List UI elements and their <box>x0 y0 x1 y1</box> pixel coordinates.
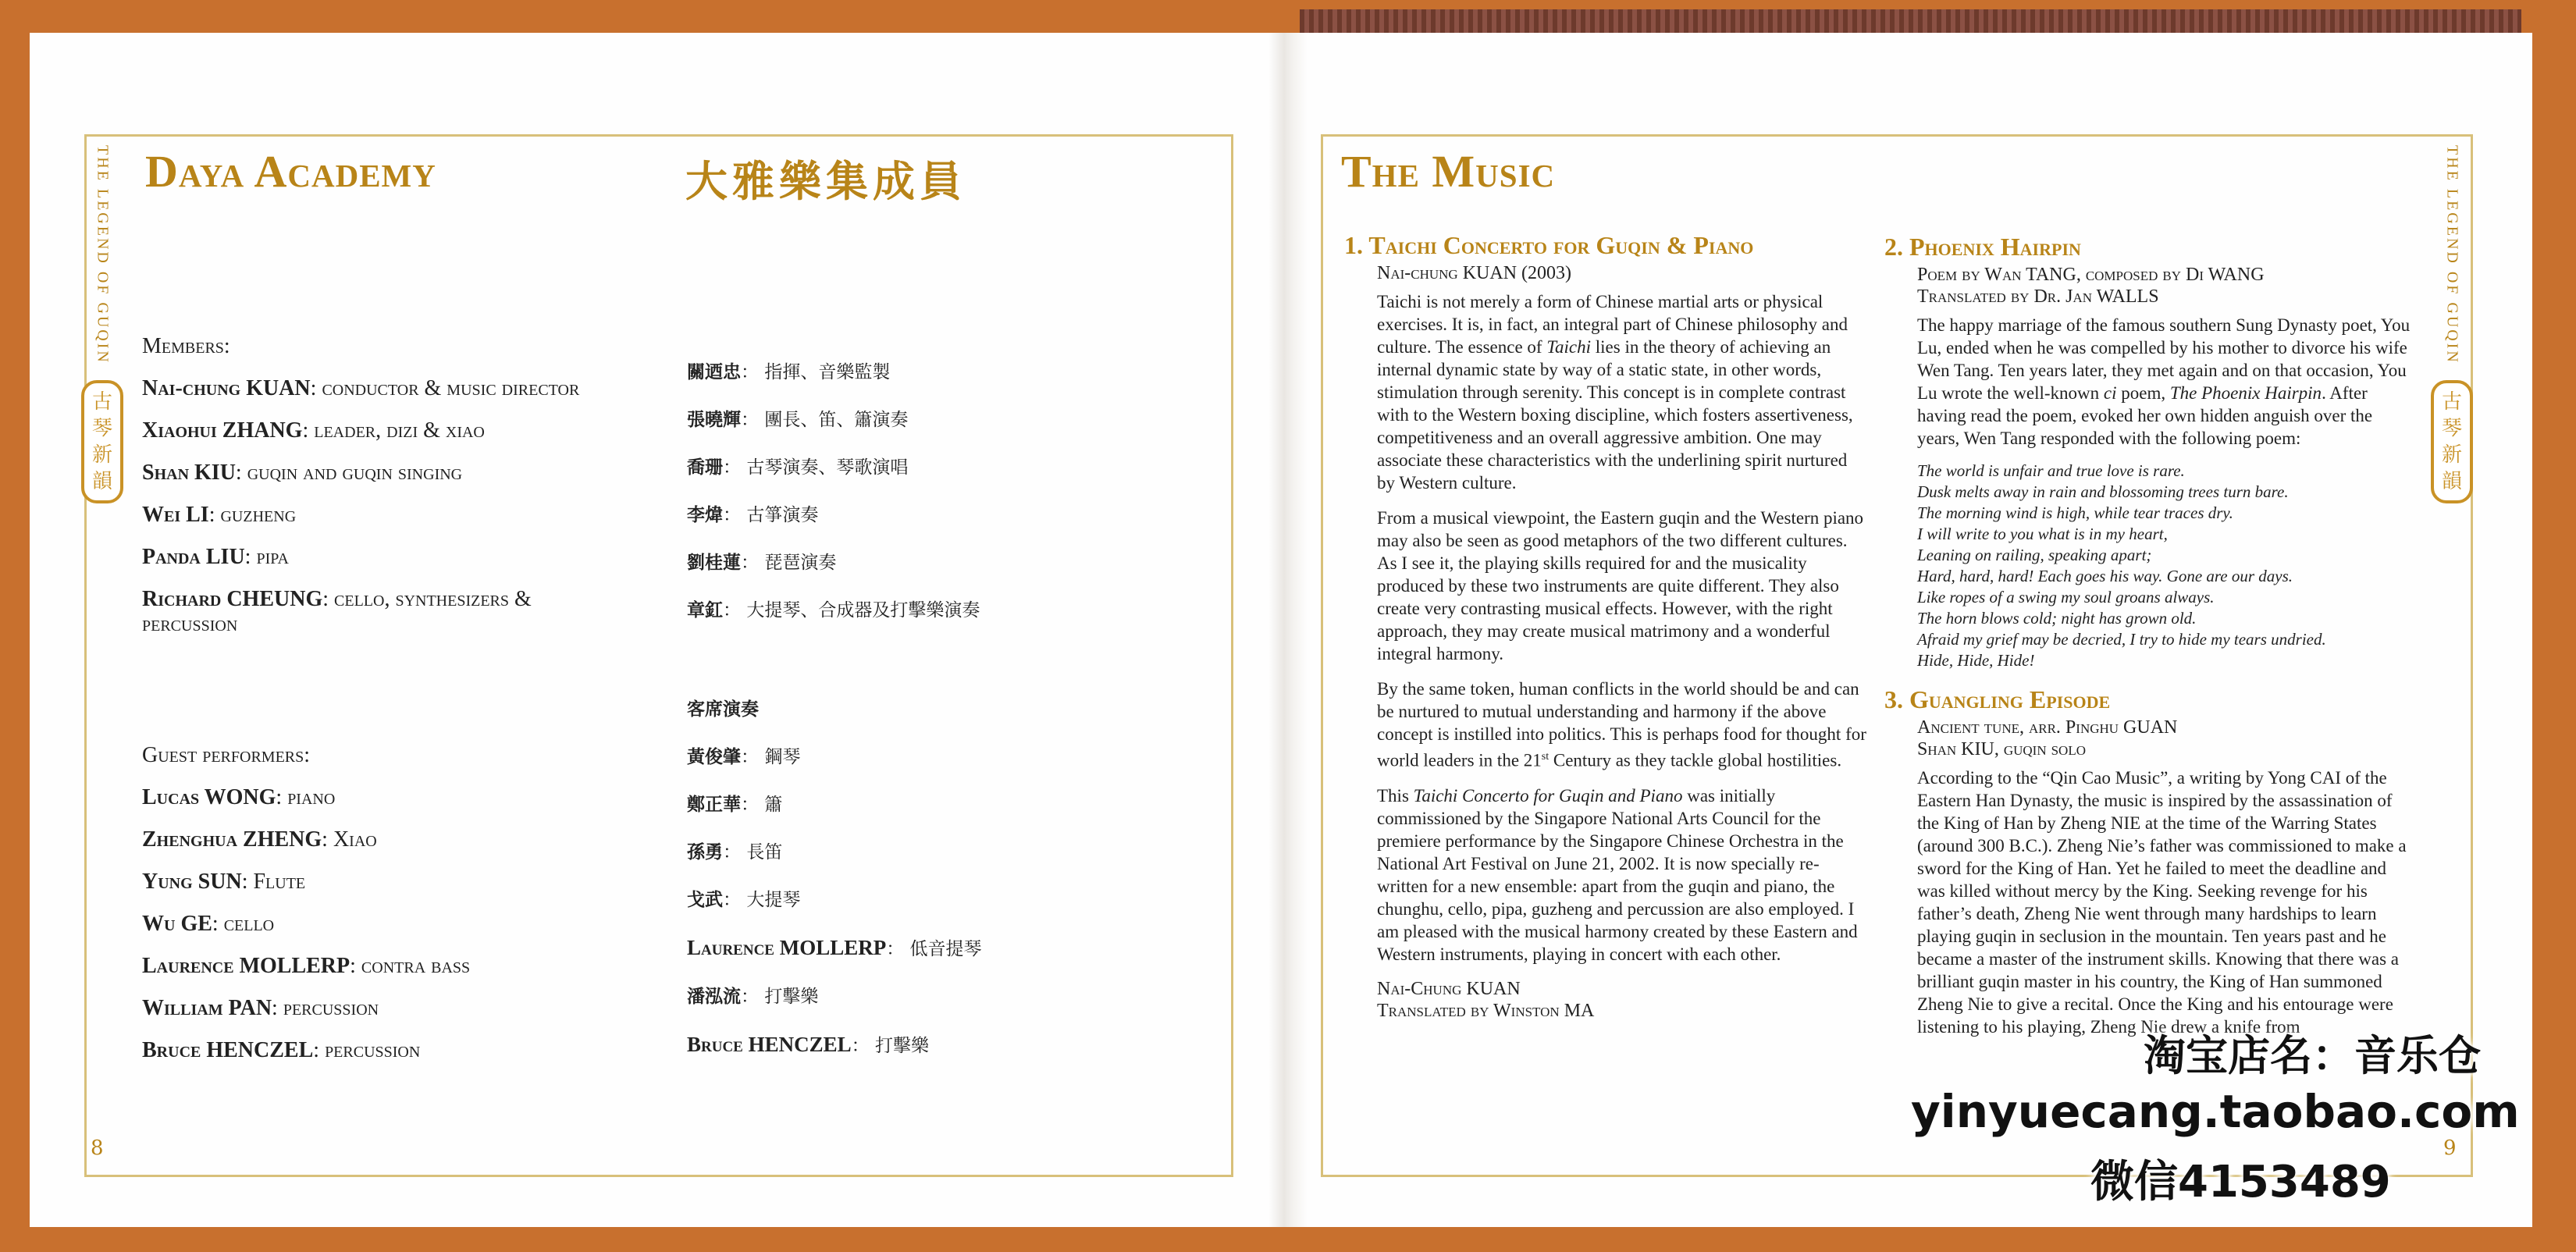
guest-entry-cn: Laurence MOLLERP： 低音提琴 <box>687 936 982 959</box>
member-name: Shan KIU <box>142 461 236 485</box>
member-role: guqin and guqin singing <box>247 461 463 485</box>
watermark-wechat: 微信4153489 <box>2090 1157 2391 1208</box>
guests-heading: Guest performers: <box>142 743 311 767</box>
seal-char: 新 <box>2441 443 2462 467</box>
section-1-paragraph: From a musical viewpoint, the Eastern guqin and the Western piano may also be seen as good metaphors of the two different cultures. As I see it, the playing skills required for and the musicality produced by these two instruments are quite different. They also create very contrasting musical effects. However, with the right approach, they may create musical matrimony and a wonderful integral harmony. <box>1377 508 1864 663</box>
guests-heading-cn: 客席演奏 <box>687 699 759 720</box>
guest-role-cn: 低音提琴 <box>909 939 982 959</box>
watermark-url: yinyuecang.taobao.com <box>1911 1085 2520 1138</box>
section-1-paragraph: Taichi is not merely a form of Chinese martial arts or physical exercises. It is, in fact, an integral part of Chinese philosophy and culture. The essence of Taichi lies in the theory of achieving an internal dynamic state by way of a static state, in other words, stimulation through serenity. This concept is in complete contrast with to the Western boxing discipline, which fosters assertiveness, competitiveness and an overall aggressive ambition. One may associate these characteristics with the underlining spirit nurtured by Western culture. <box>1377 292 1853 493</box>
member-role: guzheng <box>220 503 297 527</box>
guest-entry: Lucas WONG: piano <box>142 785 336 809</box>
seal-emblem <box>81 380 123 503</box>
guest-role: percussion <box>325 1038 421 1062</box>
seal-char: 古 <box>91 389 112 414</box>
book-gutter <box>1268 33 1308 1227</box>
section-2-poem <box>1917 461 2415 671</box>
member-entry-cn: 張曉輝： 團長、笛、簫演奏 <box>687 409 909 430</box>
guest-entry-cn: 鄭正華： 簫 <box>687 794 783 815</box>
member-entry: Shan KIU: guqin and guqin singing <box>142 461 463 485</box>
section-1-heading <box>1344 231 1869 259</box>
poem-line: The world is unfair and true love is rare. <box>1917 461 2185 480</box>
seal-char: 韻 <box>2441 469 2462 493</box>
section-3-credit: Ancient tune, arr. Pinghu GUAN <box>1917 717 2178 738</box>
music-column-2 <box>1884 233 2415 1155</box>
guest-name-cn: Bruce HENCZEL <box>687 1033 852 1056</box>
member-entry-cn: 喬珊： 古琴演奏、琴歌演唱 <box>687 457 909 478</box>
guest-entry-cn: Bruce HENCZEL： 打擊樂 <box>687 1033 929 1056</box>
member-name-cn: 劉桂蓮 <box>687 552 741 573</box>
section-3-paragraph: According to the “Qin Cao Music”, a writing by Yong CAI of the Eastern Han Dynasty, the music is inspired by the assassination of the King of Han by Zheng NIE at the time of the Warring States (around 300 B.C.). Zheng Nie’s father was commissioned to make a sword for the King of Han. Yet he failed to meet the deadline and was killed without mercy by the King. Seeking revenge for his father’s death, Zheng Nie went through many hardships to learn playing guqin in seclusion in the mountain. Ten years past and he became a master of the instrument skills. Knowing that there was a brilliant guqin master in his country, the King of Han summoned Zheng Nie to give a recital. Once the King and his entourage were listening to his playing, Zheng Nie drew a knife from <box>1917 768 2407 1037</box>
section-1-credit: Nai-chung KUAN (2003) <box>1377 263 1572 283</box>
guest-name-cn: 黃俊肇 <box>687 746 741 767</box>
guest-entry: Wu GE: cello <box>142 912 275 936</box>
guest-role-cn: 打擊樂 <box>764 987 819 1007</box>
section-1-paragraph: By the same token, human conflicts in the world should be and can be nurtured to mutual understanding and harmony if the above concept is instilled into politics. This is perhaps food for thought for world leaders in the 21st Century as they tackle global hostilities. <box>1377 679 1866 770</box>
section-1-title: Taichi Concerto for Guqin & Piano <box>1368 231 1754 259</box>
section-2-credit: Poem by Wan TANG, composed by Di WANG <box>1917 265 2265 285</box>
left-page-number: 8 <box>91 1136 104 1160</box>
guest-name: Wu GE <box>142 912 212 936</box>
guests-list-cn <box>687 698 1124 1082</box>
members-heading: Members: <box>142 334 230 358</box>
guest-entry-cn: 黃俊肇： 鋼琴 <box>687 746 801 767</box>
guest-entry: Laurence MOLLERP: contra bass <box>142 954 471 978</box>
guest-name: Bruce HENCZEL <box>142 1038 314 1062</box>
guest-entry-cn: 戈武： 大提琴 <box>687 889 801 910</box>
member-entry: Wei LI: guzheng <box>142 503 297 527</box>
guest-role: Xiao <box>333 827 377 852</box>
section-3-number: 3. <box>1884 685 1903 713</box>
member-entry-cn: 李煒： 古箏演奏 <box>687 504 819 525</box>
poem-line: Afraid my grief may be decried, I try to hide my tears undried. <box>1917 630 2326 649</box>
seal-emblem <box>2431 380 2473 503</box>
member-role-cn: 琵琶演奏 <box>764 553 837 573</box>
left-page-title-cn: 大雅樂集成員 <box>685 156 966 206</box>
member-role-cn: 古箏演奏 <box>746 505 819 525</box>
member-name: Wei LI <box>142 503 209 527</box>
member-role-cn: 古琴演奏、琴歌演唱 <box>746 457 909 478</box>
section-2-heading <box>1884 233 2415 261</box>
guest-entry: Bruce HENCZEL: percussion <box>142 1038 421 1062</box>
member-role-cn: 團長、笛、簫演奏 <box>764 410 909 430</box>
section-3-heading <box>1884 685 2415 713</box>
guest-role-cn: 打擊樂 <box>874 1036 929 1056</box>
guest-name-cn: 鄭正華 <box>687 794 741 815</box>
member-entry-cn: 章釭： 大提琴、合成器及打擊樂演奏 <box>687 599 980 621</box>
member-entry: Panda LIU: pipa <box>142 545 289 569</box>
member-name-cn: 喬珊 <box>687 457 723 478</box>
section-1-translator: Translated by Winston MA <box>1377 1000 1595 1021</box>
side-title-text: THE LEGEND OF GUQIN <box>2443 145 2461 365</box>
guest-role: cello <box>223 912 275 936</box>
poem-line: Leaning on railing, speaking apart; <box>1917 546 2152 564</box>
member-name-cn: 章釭 <box>687 599 723 621</box>
right-page-title: The Music <box>1341 146 1556 197</box>
member-name: Nai-chung KUAN <box>142 376 311 400</box>
guest-entry-cn: 孫勇： 長笛 <box>687 841 783 863</box>
guest-role: Flute <box>253 870 306 894</box>
members-list <box>142 334 626 654</box>
seal-char: 古 <box>2441 389 2462 414</box>
section-3-performer: Shan KIU, guqin solo <box>1917 739 2086 759</box>
left-side-label <box>89 145 116 503</box>
guests-list <box>142 743 626 1080</box>
guest-entry: Zhenghua ZHENG: Xiao <box>142 827 377 852</box>
poem-line: I will write to you what is in my heart, <box>1917 525 2168 543</box>
member-role: leader, dizi & xiao <box>314 418 485 443</box>
left-page-title: Daya Academy <box>145 146 436 197</box>
member-name: Panda LIU <box>142 545 245 569</box>
poem-line: Dusk melts away in rain and blossoming trees turn bare. <box>1917 482 2289 501</box>
guest-entry: Yung SUN: Flute <box>142 870 306 894</box>
guest-name: William PAN <box>142 996 272 1020</box>
poem-line: Hard, hard, hard! Each goes his way. Gone are our days. <box>1917 567 2293 585</box>
guest-name-cn: Laurence MOLLERP <box>687 936 887 959</box>
member-entry: Nai-chung KUAN: conductor & music director <box>142 376 580 400</box>
members-list-cn <box>687 361 1124 646</box>
right-page-number: 9 <box>2443 1136 2457 1160</box>
seal-char: 韻 <box>91 469 112 493</box>
section-2-number: 2. <box>1884 233 1903 261</box>
member-role: conductor & music director <box>322 376 580 400</box>
guest-name: Yung SUN <box>142 870 242 894</box>
section-2-translator: Translated by Dr. Jan WALLS <box>1917 286 2159 307</box>
member-entry-cn: 劉桂蓮： 琵琶演奏 <box>687 552 837 573</box>
seal-char: 琴 <box>2441 416 2462 440</box>
guest-entry-cn: 潘泓流： 打擊樂 <box>687 986 819 1007</box>
guest-name-cn: 孫勇 <box>687 841 723 863</box>
guest-name: Laurence MOLLERP <box>142 954 350 978</box>
member-role: pipa <box>256 545 289 569</box>
guest-role-cn: 長笛 <box>746 842 783 863</box>
poem-line: The horn blows cold; night has grown old. <box>1917 609 2197 628</box>
section-3-title: Guangling Episode <box>1909 685 2111 713</box>
side-title-text: THE LEGEND OF GUQIN <box>94 145 112 365</box>
guest-role: percussion <box>283 996 379 1020</box>
right-side-label <box>2439 145 2465 503</box>
member-role-cn: 指揮、音樂監製 <box>764 362 891 382</box>
guest-name: Lucas WONG <box>142 785 276 809</box>
music-column-1 <box>1344 231 1869 1022</box>
guest-role: piano <box>287 785 336 809</box>
seal-char: 新 <box>91 443 112 467</box>
member-name: Richard CHEUNG <box>142 587 323 611</box>
poem-line: Hide, Hide, Hide! <box>1917 651 2035 670</box>
guest-name: Zhenghua ZHENG <box>142 827 322 852</box>
member-role: cello, synthesizers & percussion <box>142 587 532 636</box>
member-name-cn: 張曉輝 <box>687 409 741 430</box>
member-entry: Richard CHEUNG: cello, synthesizers & percussion <box>142 587 532 636</box>
section-1-number: 1. <box>1344 231 1363 259</box>
member-entry-cn: 關迺忠： 指揮、音樂監製 <box>687 361 891 382</box>
poem-line: The morning wind is high, while tear traces dry. <box>1917 503 2233 522</box>
guest-role-cn: 鋼琴 <box>764 747 801 767</box>
guest-role: contra bass <box>361 954 471 978</box>
section-1-author: Nai-Chung KUAN <box>1377 978 1521 999</box>
guest-entry: William PAN: percussion <box>142 996 379 1020</box>
section-1-paragraph: This Taichi Concerto for Guqin and Piano was initially commissioned by the Singapore National Arts Council for the premiere performance by the Singapore Chinese Orchestra in the National Art Festival on June 21, 2002. It is now specially re-written for a new ensemble: apart from the guqin and piano, the chunghu, cello, pipa, guzheng and percussion are also employed. I am pleased with the musical harmony created by these Eastern and Western instruments, playing in concert with each other. <box>1377 785 1858 964</box>
member-role-cn: 大提琴、合成器及打擊樂演奏 <box>746 600 980 621</box>
guest-name-cn: 潘泓流 <box>687 986 741 1007</box>
member-name-cn: 李煒 <box>687 504 723 525</box>
member-entry: Xiaohui ZHANG: leader, dizi & xiao <box>142 418 485 443</box>
guest-name-cn: 戈武 <box>687 889 723 910</box>
seal-char: 琴 <box>91 416 112 440</box>
section-2-title: Phoenix Hairpin <box>1909 233 2081 261</box>
member-name-cn: 關迺忠 <box>687 361 741 382</box>
poem-line: Like ropes of a swing my soul groans always. <box>1917 588 2215 606</box>
guest-role-cn: 簫 <box>764 795 783 815</box>
section-2-paragraph: The happy marriage of the famous southern Sung Dynasty poet, You Lu, ended when he was compelled by his mother to divorce his wife Wen Tang. Ten years later, they met again and on that occasion, You Lu wrote the well-known ci poem, The Phoenix Hairpin. After having read the poem, evoked her own hidden anguish over the years, Wen Tang responded with the following poem: <box>1917 315 2411 448</box>
watermark-shop-name: 淘宝店名：音乐仓 <box>2144 1031 2481 1080</box>
member-name: Xiaohui ZHANG <box>142 418 303 443</box>
guest-role-cn: 大提琴 <box>746 890 801 910</box>
